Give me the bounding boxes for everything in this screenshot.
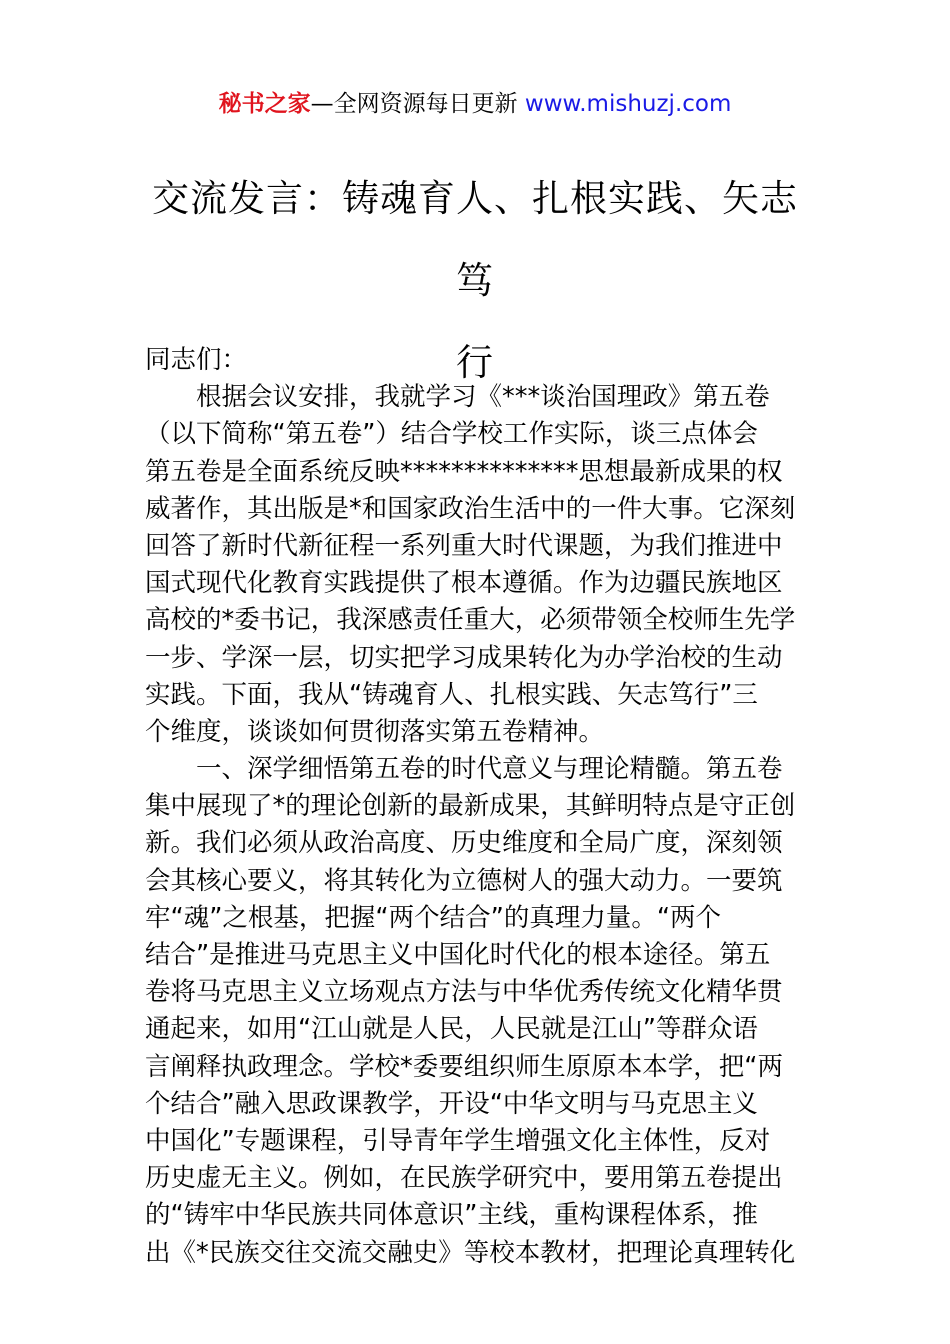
site-brand: 秘书之家 <box>218 91 311 117</box>
body-line: 的“铸牢中华民族共同体意识”主线，重构课程体系，推 <box>145 1200 758 1231</box>
salutation: 同志们： <box>145 345 248 375</box>
body-line: 威著作，其出版是*和国家政治生活中的一件大事。它深刻 <box>145 493 796 524</box>
title-line-2: 行 <box>456 341 494 384</box>
body-line: 结合”是推进马克思主义中国化时代化的根本途径。第五 <box>145 940 771 970</box>
body-line: 中国化”专题课程，引导青年学生增强文化主体性，反对 <box>145 1125 771 1156</box>
body-line: 根据会议安排，我就学习《***谈治国理政》第五卷 <box>196 382 770 413</box>
body-line: 出《*民族交往交流交融史》等校本教材，把理论真理转化 <box>145 1237 796 1268</box>
section-heading-line: 一、深学细悟第五卷的时代意义与理论精髓。第五卷 <box>196 754 783 785</box>
title-line-1: 交流发言：铸魂育人、扎根实践、矢志笃 <box>152 177 798 302</box>
body-line: 实践。下面，我从“铸魂育人、扎根实践、矢志笃行”三 <box>145 679 758 710</box>
body-line: 会其核心要义，将其转化为立德树人的强大动力。一要筑 <box>145 865 783 896</box>
body-line: 集中展现了*的理论创新的最新成果，其鲜明特点是守正创 <box>145 791 796 822</box>
body-line: 高校的*委书记，我深感责任重大，必须带领全校师生先学 <box>145 605 796 636</box>
body-line: 历史虚无主义。例如，在民族学研究中，要用第五卷提出 <box>145 1163 783 1194</box>
body-line: （以下简称“第五卷”）结合学校工作实际，谈三点体会 <box>145 419 758 450</box>
body-line: 卷将马克思主义立场观点方法与中华优秀传统文化精华贯 <box>145 977 783 1008</box>
body-line: 通起来，如用“江山就是人民，人民就是江山”等群众语 <box>145 1014 758 1045</box>
site-url-link[interactable]: www.mishuzj.com <box>524 91 732 117</box>
body-line: 第五卷是全面系统反映**************思想最新成果的权 <box>145 456 783 487</box>
body-line: 回答了新时代新征程一系列重大时代课题，为我们推进中 <box>145 530 783 561</box>
body-line: 个结合”融入思政课教学，开设“中华文明与马克思主义 <box>145 1088 758 1119</box>
document-body <box>145 342 809 1272</box>
body-line: 一步、学深一层，切实把学习成果转化为办学治校的生动 <box>145 642 783 673</box>
body-line: 牢“魂”之根基，把握“两个结合”的真理力量。“两个 <box>145 902 722 933</box>
site-slogan: —全网资源每日更新 <box>310 91 525 117</box>
site-header <box>0 86 950 122</box>
body-line: 言阐释执政理念。学校*委要组织师生原原本本学，把“两 <box>145 1051 783 1082</box>
body-line: 个维度，谈谈如何贯彻落实第五卷精神。 <box>145 716 605 747</box>
body-line: 国式现代化教育实践提供了根本遵循。作为边疆民族地区 <box>145 568 783 599</box>
body-line: 新。我们必须从政治高度、历史维度和全局广度，深刻领 <box>145 828 783 859</box>
